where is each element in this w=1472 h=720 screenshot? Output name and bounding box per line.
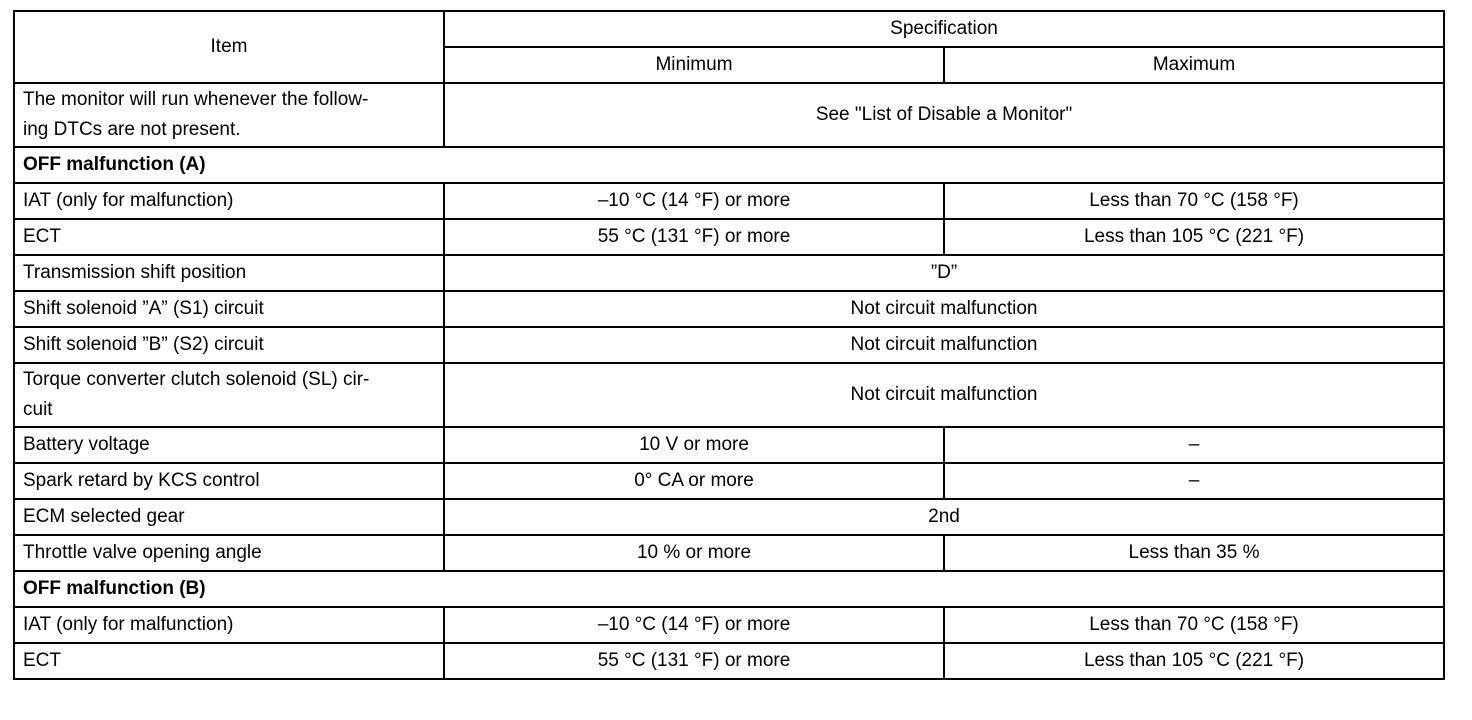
header-maximum: Maximum [944, 47, 1444, 83]
table-row [14, 427, 1444, 463]
row-max: Less than 105 °C (221 °F) [944, 219, 1444, 255]
row-item-line: ing DTCs are not present. [23, 119, 241, 140]
row-min: –10 °C (14 °F) or more [444, 183, 944, 219]
row-item [14, 363, 444, 427]
row-item-line: The monitor will run whenever the follow- [23, 89, 369, 110]
table-row [14, 83, 1444, 147]
row-item-line: cuit [23, 399, 53, 420]
table-row [14, 643, 1444, 679]
table-row [14, 463, 1444, 499]
row-item: Throttle valve opening angle [14, 535, 444, 571]
specification-table [13, 10, 1445, 680]
row-max: Less than 70 °C (158 °F) [944, 183, 1444, 219]
row-min: 55 °C (131 °F) or more [444, 219, 944, 255]
row-min: 55 °C (131 °F) or more [444, 643, 944, 679]
row-item [14, 83, 444, 147]
row-value: ”D” [444, 255, 1444, 291]
section-row [14, 571, 1444, 607]
table-row [14, 255, 1444, 291]
row-item: Transmission shift position [14, 255, 444, 291]
table-row [14, 219, 1444, 255]
row-value: Not circuit malfunction [444, 363, 1444, 427]
header-specification: Specification [444, 11, 1444, 47]
table-row [14, 607, 1444, 643]
row-item: ECM selected gear [14, 499, 444, 535]
row-item: Shift solenoid ”A” (S1) circuit [14, 291, 444, 327]
section-row [14, 147, 1444, 183]
row-item: IAT (only for malfunction) [14, 607, 444, 643]
table-row [14, 327, 1444, 363]
row-value: See "List of Disable a Monitor" [444, 83, 1444, 147]
table-row [14, 499, 1444, 535]
row-item: Shift solenoid ”B” (S2) circuit [14, 327, 444, 363]
row-min: 10 V or more [444, 427, 944, 463]
row-item: ECT [14, 643, 444, 679]
header-item: Item [14, 11, 444, 83]
table-row [14, 291, 1444, 327]
section-label: OFF malfunction (B) [14, 571, 1444, 607]
row-max: Less than 35 % [944, 535, 1444, 571]
row-min: –10 °C (14 °F) or more [444, 607, 944, 643]
table-row [14, 535, 1444, 571]
row-max: Less than 105 °C (221 °F) [944, 643, 1444, 679]
row-item: Spark retard by KCS control [14, 463, 444, 499]
table-row [14, 183, 1444, 219]
table-row [14, 363, 1444, 427]
section-label: OFF malfunction (A) [14, 147, 1444, 183]
row-max: Less than 70 °C (158 °F) [944, 607, 1444, 643]
row-max: – [944, 463, 1444, 499]
row-max: – [944, 427, 1444, 463]
row-item: Battery voltage [14, 427, 444, 463]
header-minimum: Minimum [444, 47, 944, 83]
row-min: 10 % or more [444, 535, 944, 571]
row-min: 0° CA or more [444, 463, 944, 499]
row-item: ECT [14, 219, 444, 255]
row-value: Not circuit malfunction [444, 291, 1444, 327]
row-item-line: Torque converter clutch solenoid (SL) cir- [23, 369, 370, 390]
row-item: IAT (only for malfunction) [14, 183, 444, 219]
row-value: 2nd [444, 499, 1444, 535]
row-value: Not circuit malfunction [444, 327, 1444, 363]
